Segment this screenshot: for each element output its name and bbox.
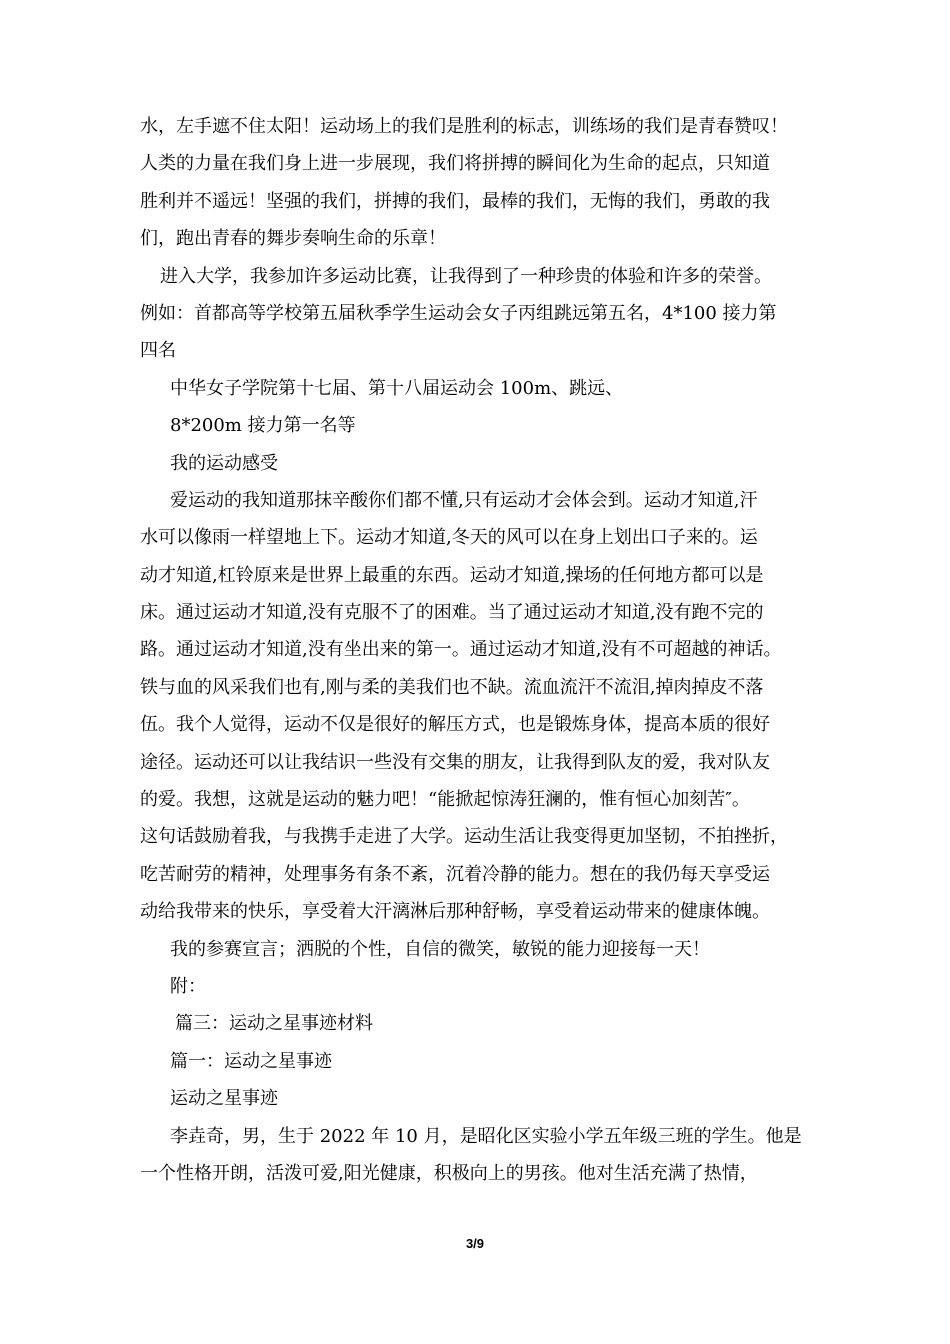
text-line: 李垚奇，男，生于 2022 年 10 月，是昭化区实验小学五年级三班的学生。他是 xyxy=(170,1125,802,1147)
paragraph xyxy=(140,1043,830,1155)
text-line: 爱运动的我知道那抹辛酸你们都不懂,只有运动才会体会到。运动才知道,汗 xyxy=(170,489,758,511)
text-line: 床。通过运动才知道,没有克服不了的困难。当了通过运动才知道,没有跑不完的 xyxy=(140,602,764,624)
text-line: 我的运动感受 xyxy=(170,452,278,474)
text-line: 吃苦耐劳的精神，处理事务有条不紊，沉着冷静的能力。想在的我仍每天享受运 xyxy=(140,863,770,885)
text-line: 水，左手遮不住太阳！运动场上的我们是胜利的标志，训练场的我们是青春赞叹！ xyxy=(140,116,788,137)
text-line: 一个性格开朗，活泼可爱,阳光健康，积极向上的男孩。他对生活充满了热情， xyxy=(140,1162,758,1184)
text-line: 途径。运动还可以让我结识一些没有交集的朋友，让我得到队友的爱，我对队友 xyxy=(140,751,770,773)
text-line: 动给我带来的快乐，享受着大汗漓淋后那种舒畅，享受着运动带来的健康体魄。 xyxy=(140,901,770,923)
paragraph xyxy=(140,519,830,930)
text-line: 附： xyxy=(170,975,206,997)
text-line: 例如：首都高等学校第五届秋季学生运动会女子丙组跳远第五名，4*100 接力第 xyxy=(140,302,777,324)
text-line: 路。通过运动才知道,没有坐出来的第一。通过运动才知道,没有不可超越的神话。 xyxy=(140,639,782,661)
text-line: 进入大学，我参加许多运动比赛，让我得到了一种珍贵的体验和许多的荣誉。 xyxy=(160,265,772,287)
document-body xyxy=(140,108,830,1192)
text-line: 篇一：运动之星事迹 xyxy=(170,1050,332,1072)
paragraph xyxy=(140,1005,830,1042)
text-line: 人类的力量在我们身上进一步展现，我们将拼搏的瞬间化为生命的起点，只知道 xyxy=(140,153,770,175)
paragraph xyxy=(140,108,830,258)
text-line: 水可以像雨一样望地上下。运动才知道,冬天的风可以在身上划出口子来的。运 xyxy=(140,527,758,549)
text-line: 中华女子学院第十七届、第十八届运动会 100m、跳远、 xyxy=(170,377,624,399)
text-line: 运动之星事迹 xyxy=(170,1088,278,1110)
text-line: 胜利并不遥远！坚强的我们，拼搏的我们，最棒的我们，无悔的我们，勇敢的我 xyxy=(140,190,770,212)
text-line: 篇三：运动之星事迹材料 xyxy=(175,1013,373,1035)
paragraph xyxy=(140,295,830,370)
text-line: 8*200m 接力第一名等 xyxy=(170,415,356,437)
text-line: 我的参赛宣言；洒脱的个性，自信的微笑，敏锐的能力迎接每一天！ xyxy=(170,938,710,960)
paragraph xyxy=(140,258,830,295)
text-line: 铁与血的风采我们也有,刚与柔的美我们也不缺。流血流汗不流泪,掉肉掉皮不落 xyxy=(140,676,764,698)
text-line: 这句话鼓励着我，与我携手走进了大学。运动生活让我变得更加坚韧，不拍挫折， xyxy=(140,826,788,848)
text-line: 的爱。我想，这就是运动的魅力吧！“能掀起惊涛狂澜的，惟有恒心加刻苦″。 xyxy=(140,789,750,811)
paragraph xyxy=(140,931,830,1006)
paragraph xyxy=(140,1155,830,1192)
text-line: 们，跑出青春的舞步奏响生命的乐章！ xyxy=(140,228,446,250)
text-line: 四名 xyxy=(140,340,176,362)
text-line: 动才知道,杠铃原来是世界上最重的东西。运动才知道,操场的任何地方都可以是 xyxy=(140,564,764,586)
text-line: 伍。我个人觉得，运动不仅是很好的解压方式，也是锻炼身体，提高本质的很好 xyxy=(140,714,770,736)
page-number: 3/9 xyxy=(465,1236,485,1251)
paragraph xyxy=(140,370,830,520)
